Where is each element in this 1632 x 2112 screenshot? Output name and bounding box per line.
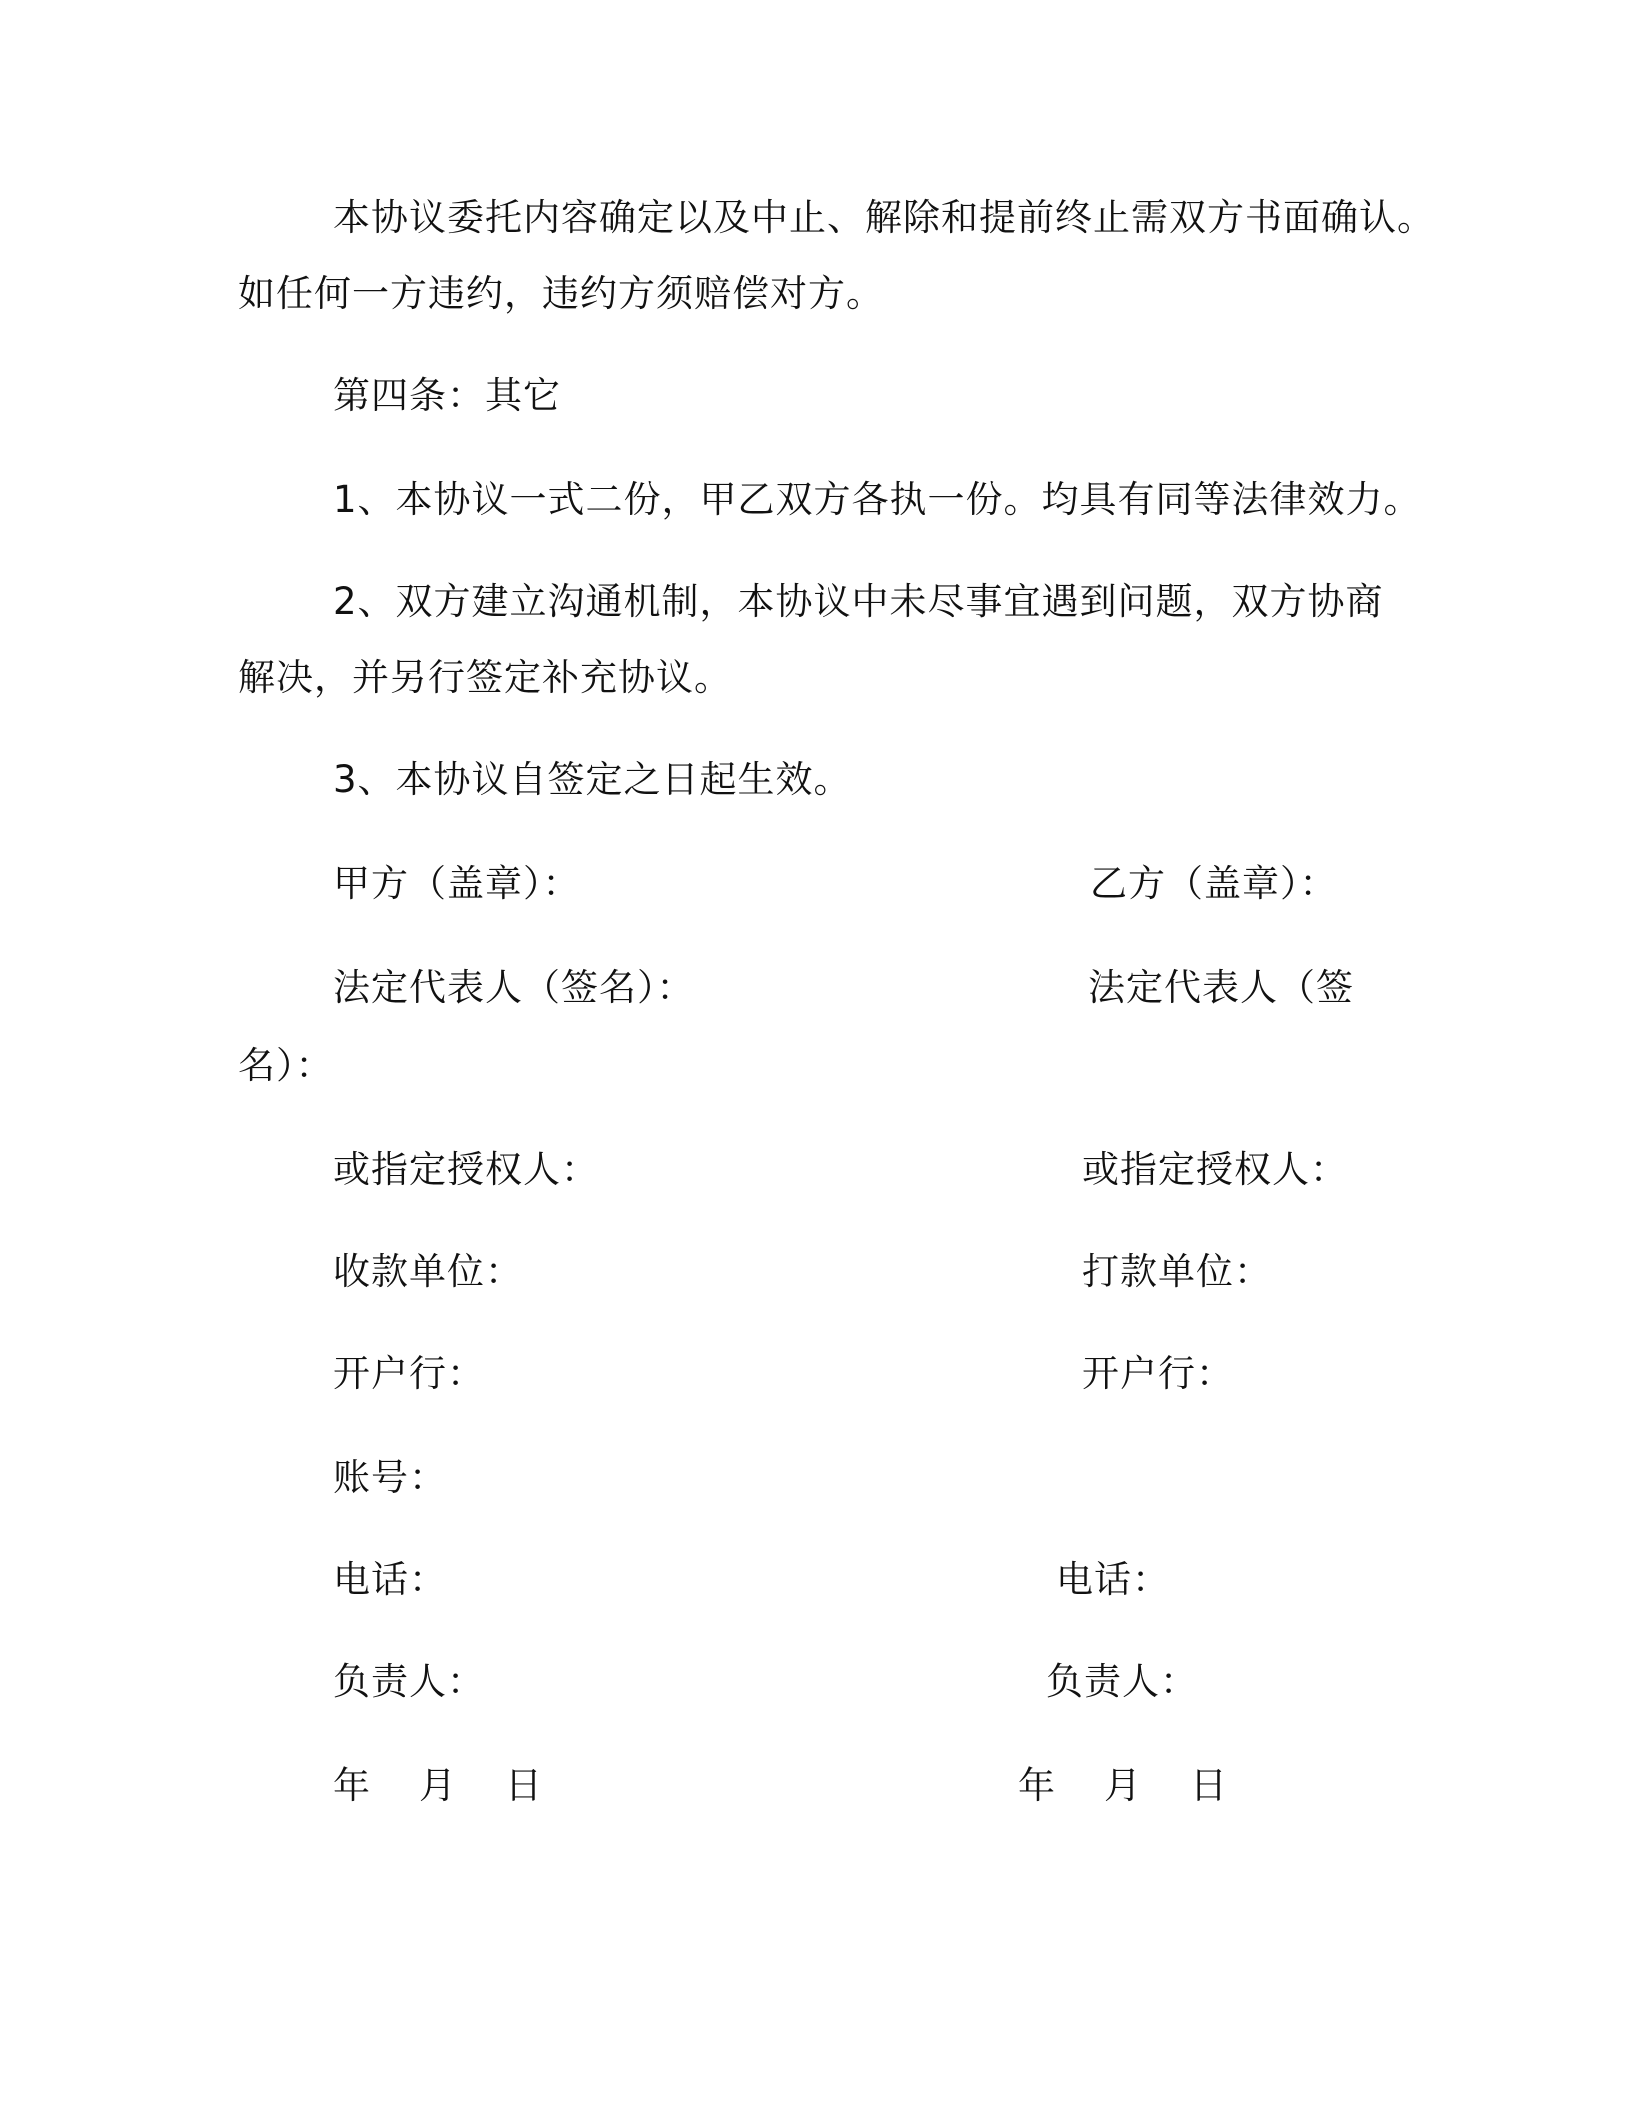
clause-two-line1: 2、双方建立沟通机制，本协议中未尽事宜遇到问题，双方协商 (333, 580, 1384, 623)
party-b-legal-rep-label-line1: 法定代表人（签 (1088, 966, 1354, 1009)
article-four-heading: 第四条：其它 (333, 374, 561, 417)
clause-three: 3、本协议自签定之日起生效。 (333, 758, 852, 801)
party-a-date-label: 年 月 日 (333, 1764, 548, 1807)
paragraph-termination-line2: 如任何一方违约，违约方须赔偿对方。 (238, 272, 884, 315)
party-b-seal-label: 乙方（盖章）： (1090, 862, 1338, 905)
party-b-bank-label: 开户行： (1082, 1352, 1234, 1395)
party-b-phone-label: 电话： (1056, 1558, 1170, 1601)
party-a-phone-label: 电话： (333, 1558, 447, 1601)
party-a-person-in-charge-label: 负责人： (333, 1660, 485, 1703)
party-b-legal-rep-label-line2: 名）： (238, 1044, 334, 1087)
party-a-account-label: 账号： (333, 1456, 447, 1499)
party-b-authorized-label: 或指定授权人： (1082, 1148, 1348, 1191)
party-a-authorized-label: 或指定授权人： (333, 1148, 599, 1191)
party-a-bank-label: 开户行： (333, 1352, 485, 1395)
clause-one: 1、本协议一式二份，甲乙双方各执一份。均具有同等法律效力。 (333, 478, 1422, 521)
party-a-seal-label: 甲方（盖章）： (333, 862, 581, 905)
party-a-payee-unit-label: 收款单位： (333, 1250, 523, 1293)
clause-two-line2: 解决，并另行签定补充协议。 (238, 656, 732, 699)
party-a-legal-rep-label: 法定代表人（签名）： (333, 966, 695, 1009)
party-b-payer-unit-label: 打款单位： (1082, 1250, 1272, 1293)
party-b-date-label: 年 月 日 (1018, 1764, 1233, 1807)
paragraph-termination-line1: 本协议委托内容确定以及中止、解除和提前终止需双方书面确认。 (333, 196, 1435, 239)
party-b-person-in-charge-label: 负责人： (1046, 1660, 1198, 1703)
